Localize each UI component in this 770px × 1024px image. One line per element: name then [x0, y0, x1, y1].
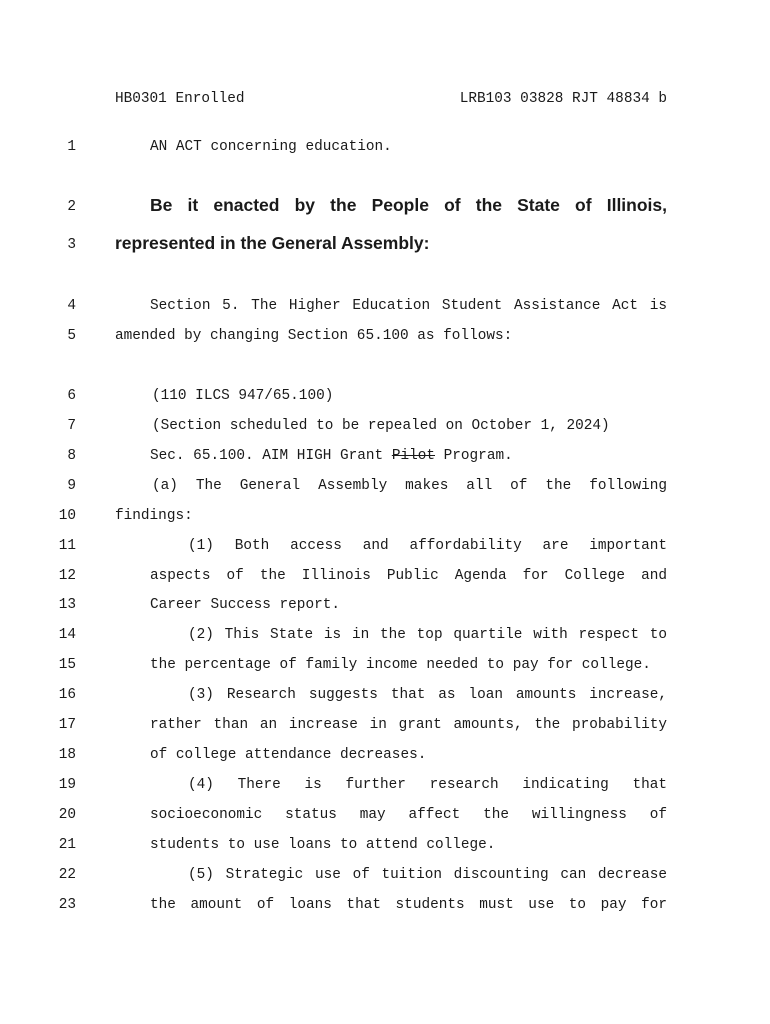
line-number: 18: [58, 747, 76, 763]
line-number: 12: [58, 568, 76, 584]
body-line: rather than an increase in grant amounts, the probability: [150, 717, 667, 733]
line-number: 4: [67, 298, 76, 314]
line-number: 3: [67, 237, 76, 253]
body-line: amended by changing Section 65.100 as follows:: [115, 328, 513, 344]
body-line: (1) Both access and affordability are important: [188, 538, 667, 554]
line-number: 14: [58, 627, 76, 643]
body-line: the percentage of family income needed to pay for college.: [150, 657, 651, 673]
line-number: 13: [58, 597, 76, 613]
line-number: 11: [58, 538, 76, 554]
line-number: 9: [67, 478, 76, 494]
line-number: 1: [67, 139, 76, 155]
body-line: Career Success report.: [150, 597, 340, 613]
section-heading-text: Sec. 65.100. AIM HIGH Grant: [150, 448, 392, 464]
body-line: socioeconomic status may affect the willingness of: [150, 807, 667, 823]
line-number: 21: [58, 837, 76, 853]
line-number: 15: [58, 657, 76, 673]
act-title: AN ACT concerning education.: [150, 139, 392, 155]
body-line: students to use loans to attend college.: [150, 837, 496, 853]
section-heading: [150, 448, 513, 464]
body-line: (4) There is further research indicating that: [188, 777, 667, 793]
body-line: (5) Strategic use of tuition discounting can decrease: [188, 867, 667, 883]
struck-text: Pilot: [391, 448, 435, 464]
body-line: findings:: [115, 508, 193, 524]
line-number: 5: [67, 328, 76, 344]
line-number: 23: [58, 897, 76, 913]
line-number: 2: [67, 199, 76, 215]
line-number: 8: [67, 448, 76, 464]
body-line: of college attendance decreases.: [150, 747, 427, 763]
section-heading-text: Program.: [435, 448, 513, 464]
line-number: 22: [58, 867, 76, 883]
body-line: Section 5. The Higher Education Student Assistance Act is: [150, 298, 667, 314]
line-number: 20: [58, 807, 76, 823]
line-number: 17: [58, 717, 76, 733]
body-line: (3) Research suggests that as loan amounts increase,: [188, 687, 667, 703]
lrb-number: LRB103 03828 RJT 48834 b: [459, 91, 667, 107]
line-number: 7: [67, 418, 76, 434]
line-number: 16: [58, 687, 76, 703]
statute-citation: (110 ILCS 947/65.100): [152, 388, 334, 404]
enacting-clause-line: Be it enacted by the People of the State of Illinois,: [150, 195, 667, 215]
line-number: 6: [67, 388, 76, 404]
body-line: (2) This State is in the top quartile with respect to: [188, 627, 667, 643]
enacting-clause-line: represented in the General Assembly:: [115, 233, 430, 253]
line-number: 19: [58, 777, 76, 793]
body-line: the amount of loans that students must use to pay for: [150, 897, 667, 913]
body-line: aspects of the Illinois Public Agenda for College and: [150, 568, 667, 584]
line-number: 10: [58, 508, 76, 524]
body-line: (a) The General Assembly makes all of the following: [152, 478, 667, 494]
bill-id: HB0301 Enrolled: [115, 91, 245, 107]
repeal-note: (Section scheduled to be repealed on October 1, 2024): [152, 418, 610, 434]
